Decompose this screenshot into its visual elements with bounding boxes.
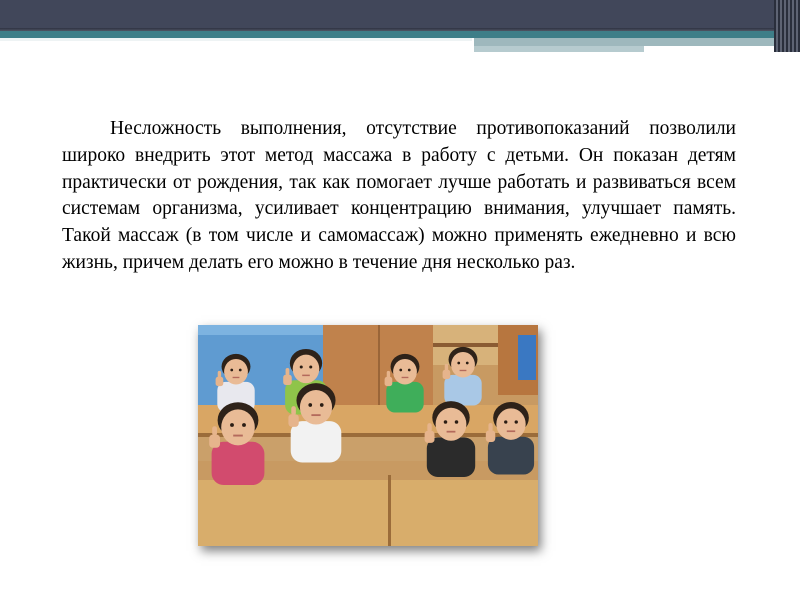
- header-corner-stripes: [774, 0, 800, 52]
- classroom-photo: [198, 325, 538, 546]
- header-gray-bar-lower: [474, 46, 644, 52]
- header-teal-bar: [0, 31, 800, 38]
- children-photo-image: [198, 325, 538, 546]
- header-light-bar: [0, 38, 472, 41]
- header-gray-bar: [474, 38, 800, 46]
- slide-body-text: Несложность выполнения, отсутствие противопоказаний позволили широко внедрить этот метод массажа в работу с детьми. Он показан детям практически от рождения, так как помогает лучше работать и развиваться всем системам организма, усиливает концентрацию внимания, улучшает память. Такой массаж (в том числе и самомассаж) можно применять ежедневно и всю жизнь, причем делать его можно в течение дня несколько раз.: [62, 118, 736, 273]
- header-dark-bar: [0, 0, 800, 28]
